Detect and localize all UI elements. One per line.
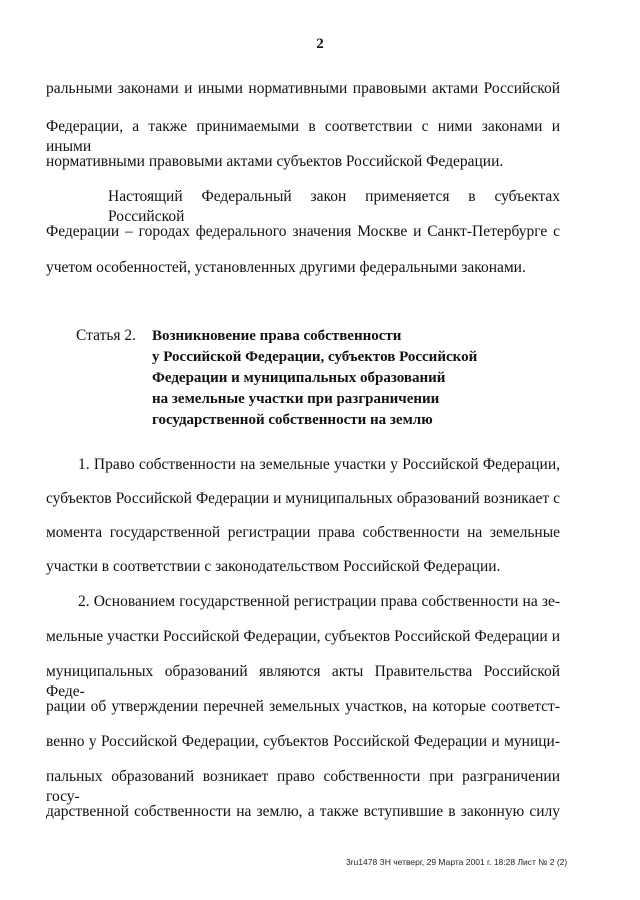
- paragraph-line: ральными законами и иными нормативными правовыми актами Российской: [46, 80, 560, 97]
- clause-line: 2. Основанием государственной регистрации права собственности на зе-: [78, 593, 560, 610]
- article-title-line: Федерации и муниципальных образований: [152, 370, 446, 386]
- clause-line: муниципальных образований являются акты Правительства Российской Феде-: [46, 663, 560, 700]
- article-label: Статья 2.: [76, 327, 137, 344]
- article-title-line: на земельные участки при разграничении: [152, 391, 440, 407]
- clause-line: мельные участки Российской Федерации, субъектов Российской Федерации и: [46, 628, 560, 645]
- article-title-line: Возникновение права собственности: [152, 328, 402, 344]
- clause-line: пальных образований возникает право собственности при разграничении госу-: [46, 768, 560, 805]
- article-title-line: государственной собственности на землю: [152, 412, 433, 428]
- article-title: [152, 326, 572, 431]
- clause-line: дарственной собственности на землю, а также вступившие в законную силу: [46, 803, 560, 820]
- clause-line: субъектов Российской Федерации и муниципальных образований возникает с: [46, 490, 560, 507]
- paragraph-line: Федерации – городах федерального значения Москве и Санкт-Петербурге с: [46, 223, 560, 240]
- clause-line: рации об утверждении перечней земельных участков, на которые соответст-: [46, 698, 560, 715]
- clause-line: участки в соответствии с законодательством Российской Федерации.: [46, 558, 501, 575]
- paragraph-line: Настоящий Федеральный закон применяется в субъектах Российской: [108, 188, 560, 225]
- paragraph-line: нормативными правовыми актами субъектов Российской Федерации.: [46, 153, 504, 170]
- clause-line: момента государственной регистрации права собственности на земельные: [46, 524, 560, 541]
- clause-line: 1. Право собственности на земельные участки у Российской Федерации,: [78, 456, 560, 473]
- article-title-line: у Российской Федерации, субъектов Российской: [152, 349, 478, 365]
- print-footer: 3ru1478 ЗН четверг, 29 Марта 2001 г. 18:28 Лист № 2 (2): [346, 857, 568, 867]
- paragraph-line: Федерации, а также принимаемыми в соответствии с ними законами и иными: [46, 118, 560, 155]
- page-number: 2: [316, 36, 324, 52]
- paragraph-line: учетом особенностей, установленных другими федеральными законами.: [46, 259, 526, 276]
- clause-line: венно у Российской Федерации, субъектов Российской Федерации и муници-: [46, 733, 560, 750]
